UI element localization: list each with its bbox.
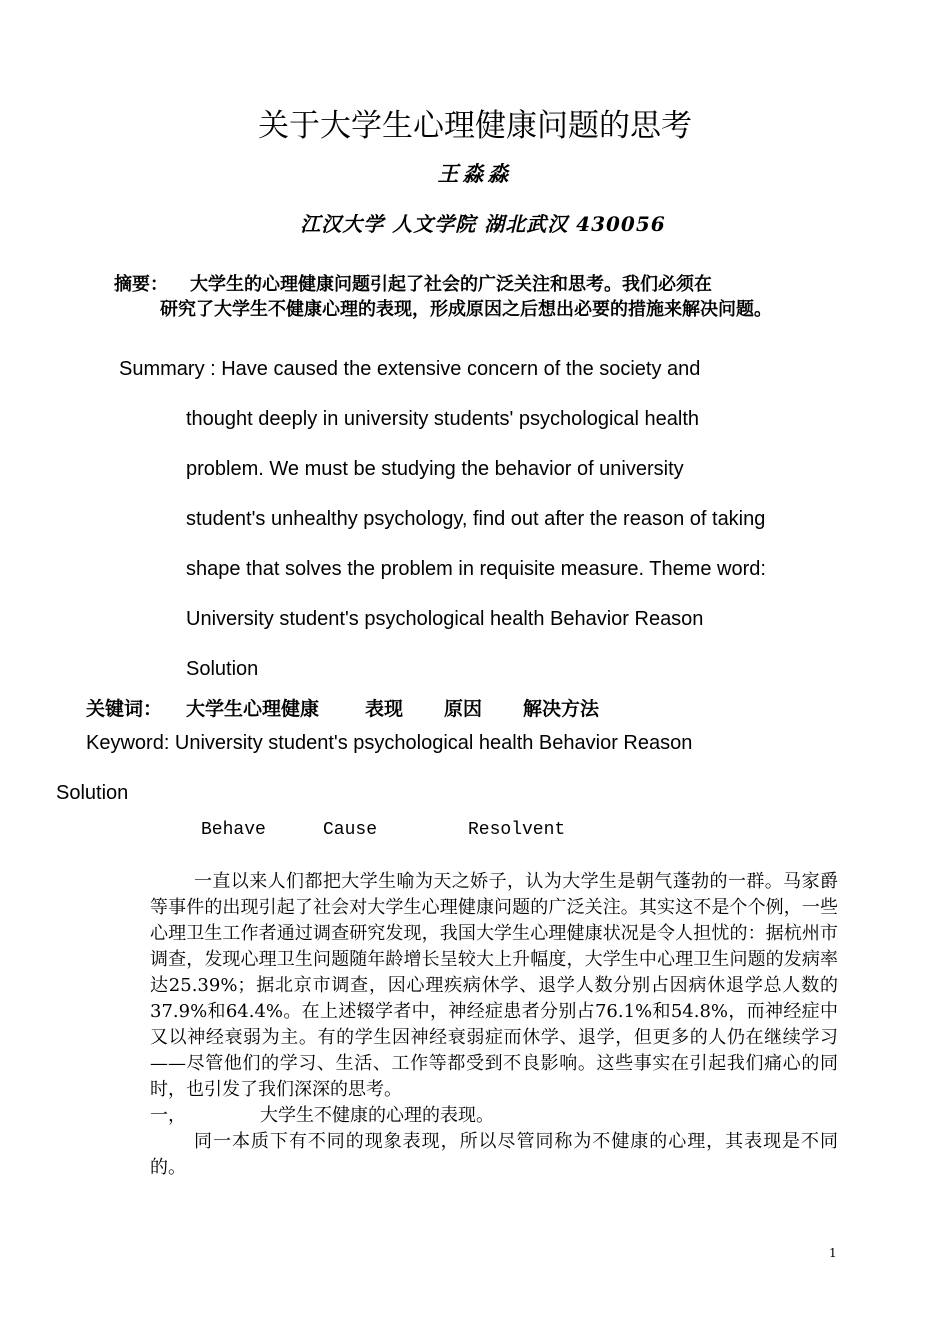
abstract-en-line: Solution (186, 658, 259, 680)
keywords-cn-label: 关键词： (86, 699, 163, 720)
body-paragraph: 一直以来人们都把大学生喻为天之娇子，认为大学生是朝气蓬勃的一群。马家爵等事件的出现引起了社会对大学生心理健康问题的广泛关注。其实这不是个个例，一些心理卫生工作者通过调查研究发现，我国大学生心理健康状况是令人担忧的：据杭州市调查，发现心理卫生问题随年龄增长呈较大上升幅度，大学生中心理卫生问题的发病率达25.39%；据北京市调查，因心理疾病休学、退学人数分别占因病休退学总人数的37.9%和64.4%。在上述辍学者中，神经症患者分别占76.1%和54.8%，而神经症中又以神经衰弱为主。有的学生因神经衰弱症而休学、退学，但更多的人仍在继续学习——尽管他们的学习、生活、工作等都受到不良影响。这些事实在引起我们痛心的同时，也引发了我们深深的思考。 (150, 871, 838, 1100)
keyword-en-extra-item: Behave (201, 820, 266, 840)
section-heading (150, 1103, 838, 1129)
keyword-cn-item: 大学生心理健康 (186, 699, 320, 720)
abstract-en-line: problem. We must be studying the behavior of university (186, 458, 684, 480)
keywords-en-line2: Solution (56, 782, 129, 804)
author-affiliation: 江汉大学 人文学院 湖北武汉 430056 (300, 212, 666, 236)
keywords-cn (86, 694, 599, 721)
paper-title: 关于大学生心理健康问题的思考 (258, 108, 692, 144)
abstract-en-line: student's unhealthy psychology, find out after the reason of taking (186, 508, 766, 530)
abstract-en-line: thought deeply in university students' psychological health (186, 408, 700, 430)
section-heading-text: 大学生不健康的心理的表现。 (260, 1105, 494, 1126)
abstract-cn-label: 摘要： (114, 274, 168, 294)
keywords-en-line1: Keyword: University student's psychological health Behavior Reason (86, 732, 693, 754)
keywords-en-extra (201, 820, 565, 840)
body-paragraph: 同一本质下有不同的现象表现，所以尽管同称为不健康的心理，其表现是不同的。 (150, 1131, 838, 1178)
keyword-cn-item: 原因 (444, 699, 483, 720)
keyword-en-extra-item: Cause (323, 820, 378, 840)
keyword-cn-item: 表现 (365, 699, 404, 720)
abstract-cn (114, 272, 844, 322)
abstract-cn-rest: 研究了大学生不健康心理的表现，形成原因之后想出必要的措施来解决问题。 (160, 299, 772, 319)
section-heading-number: 一， (150, 1105, 186, 1126)
body-text (150, 869, 838, 1181)
keyword-cn-item: 解决方法 (523, 699, 600, 720)
keyword-en-extra-item: Resolvent (468, 820, 566, 840)
abstract-cn-line1: 大学生的心理健康问题引起了社会的广泛关注和思考。我们必须在 (190, 274, 712, 294)
abstract-en-line: shape that solves the problem in requisite measure. Theme word: (186, 558, 766, 580)
abstract-en-first-line: Summary : Have caused the extensive concern of the society and (119, 358, 701, 380)
abstract-en-line: University student's psychological health Behavior Reason (186, 608, 704, 630)
author-name: 王淼淼 (437, 161, 513, 186)
page-number: 1 (829, 1246, 837, 1260)
